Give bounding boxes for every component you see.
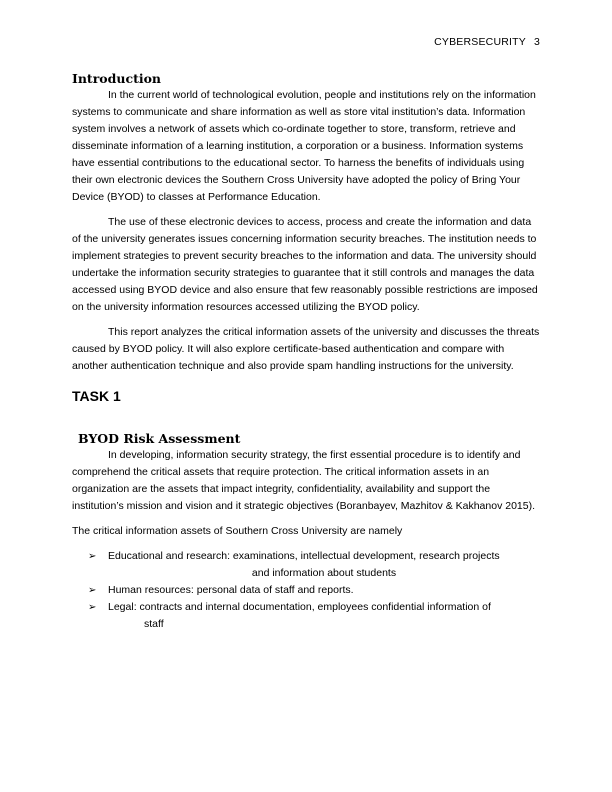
intro-paragraph-1: In the current world of technological evolution, people and institutions rely on the information systems to communicate and share information as well as store vital institution’s data. Information system involves a network of assets which co-ordinate together to store, transform, retrieve and disseminate information of a learning institution, a corporation or a business. Information systems have essential contributions to the educational sector. To harness the benefits of individuals using their own electronic devices the Southern Cross University have adopted the policy of Bring Your Device (BYOD) to classes at Performance Education. <box>72 89 536 203</box>
running-title: CYBERSECURITY <box>434 36 526 48</box>
list-item-continuation: staff <box>144 618 164 630</box>
arrowhead-bullet-icon: ➢ <box>88 585 97 596</box>
arrowhead-bullet-icon: ➢ <box>88 551 97 562</box>
intro-paragraph-3: This report analyzes the critical information assets of the university and discusses the threats caused by BYOD policy. It will also explore certificate-based authentication and compare with another authentication technique and also provide spam handling instructions for the university. <box>72 326 540 372</box>
introduction-heading: Introduction <box>72 71 162 86</box>
list-item-text: Educational and research: examinations, intellectual development, research projects <box>108 550 500 562</box>
byod-paragraph: In developing, information security strategy, the first essential procedure is to identify and comprehend the critical assets that require protection. The critical information assets in an organization are the assets that impact integrity, confidentiality, availability and support the institution’s mission and vision and it strategic objectives (Boranbayev, Mazhitov & Kakhanov 2015). <box>72 449 536 512</box>
running-header <box>434 36 540 48</box>
list-item-text: Human resources: personal data of staff and reports. <box>108 584 354 596</box>
list-item <box>72 548 540 582</box>
document-body <box>72 71 540 633</box>
list-item <box>72 599 540 633</box>
arrowhead-bullet-icon: ➢ <box>88 602 97 613</box>
task-heading: TASK 1 <box>72 388 121 404</box>
assets-list-intro: The critical information assets of Southern Cross University are namely <box>72 525 403 537</box>
page-number: 3 <box>533 36 540 48</box>
intro-paragraph-2: The use of these electronic devices to access, process and create the information and data of the university generates issues concerning information security breaches. The institution needs to implement strategies to prevent security breaches to the information and data. The university should undertake the information security strategies to guarantee that it still controls and manages the data accessed using BYOD device and also ensure that few reasonably possible restrictions are imposed on the university information resources accessed utilizing the BYOD policy. <box>72 216 538 313</box>
critical-assets-list <box>72 548 540 633</box>
list-item-continuation: and information about students <box>251 567 397 579</box>
list-item <box>72 582 540 599</box>
list-item-text: Legal: contracts and internal documentation, employees confidential information of <box>108 601 491 613</box>
byod-risk-heading: BYOD Risk Assessment <box>78 431 241 446</box>
